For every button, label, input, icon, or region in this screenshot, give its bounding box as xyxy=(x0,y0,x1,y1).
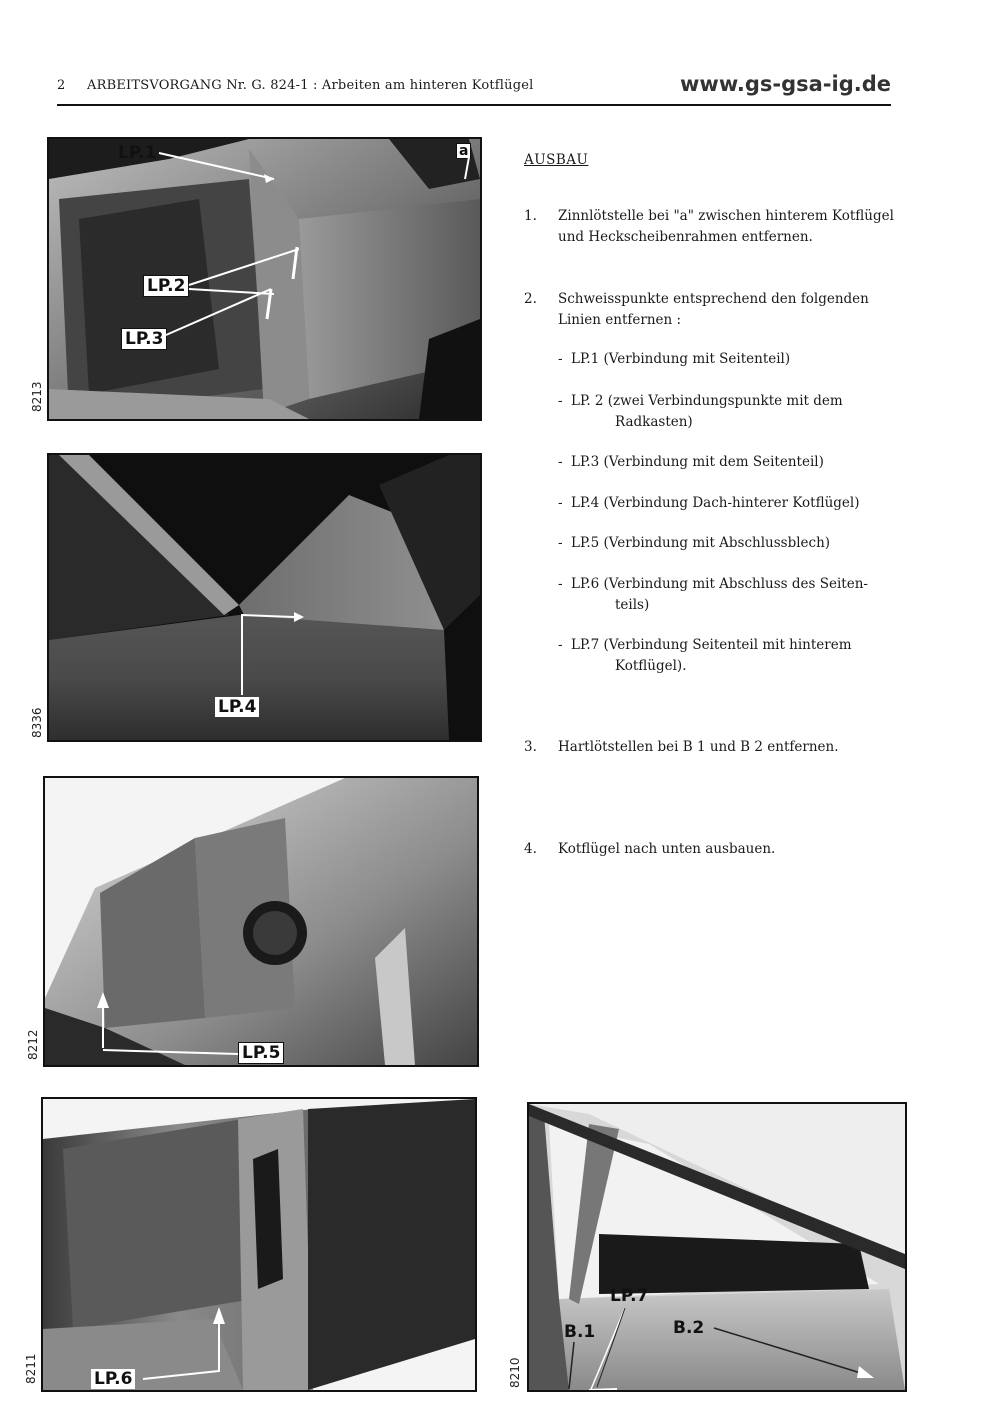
photo-number-8212: 8212 xyxy=(26,1029,40,1060)
sub-item-text: LP.4 (Verbindung Dach-hinterer Kotflügel) xyxy=(571,495,860,511)
photo-8336-arrows xyxy=(49,455,480,740)
sub-item-text-cont: Radkasten) xyxy=(615,414,693,430)
page-number: 2 xyxy=(57,78,66,93)
photo-number-8210: 8210 xyxy=(508,1357,522,1388)
step-number: 1. xyxy=(524,208,537,224)
photo-number-8211: 8211 xyxy=(24,1353,38,1384)
photo-8213-arrows xyxy=(49,139,480,419)
photo-8211-arrows xyxy=(43,1099,475,1390)
header-divider xyxy=(57,104,891,106)
photo-8336 xyxy=(47,453,482,742)
sub-item-text: LP.5 (Verbindung mit Abschlussblech) xyxy=(571,535,831,551)
photo-8210 xyxy=(527,1102,907,1392)
label-b1: B.1 xyxy=(564,1322,596,1342)
step-number: 4. xyxy=(524,841,537,857)
photo-number-8213: 8213 xyxy=(30,381,44,412)
label-lp6: LP.6 xyxy=(91,1369,135,1389)
document-title: ARBEITSVORGANG Nr. G. 824-1 : Arbeiten am hinteren Kotflügel xyxy=(87,78,534,93)
photo-8212-arrows xyxy=(45,778,477,1065)
label-lp4: LP.4 xyxy=(215,697,259,717)
step-text: Zinnlötstelle bei "a" zwischen hinterem Kotflügel und Heckscheibenrahmen entfernen. xyxy=(558,208,894,245)
step-text: Hartlötstellen bei B 1 und B 2 entfernen. xyxy=(558,739,839,755)
section-heading: AUSBAU xyxy=(524,152,589,168)
sub-item-text: LP.3 (Verbindung mit dem Seitenteil) xyxy=(571,454,824,470)
photo-8213 xyxy=(47,137,482,421)
label-lp5: LP.5 xyxy=(238,1042,284,1064)
step-text: Schweisspunkte entsprechend den folgenden Linien entfernen : xyxy=(558,291,869,328)
sub-item-text: LP.7 (Verbindung Seitenteil mit hinterem xyxy=(571,637,852,653)
label-lp7: LP.7 xyxy=(610,1286,649,1306)
photo-number-8336: 8336 xyxy=(30,707,44,738)
step-number: 3. xyxy=(524,739,537,755)
photo-8212 xyxy=(43,776,479,1067)
label-a: a xyxy=(456,143,471,159)
step-text: Kotflügel nach unten ausbauen. xyxy=(558,841,776,857)
label-lp3: LP.3 xyxy=(121,328,167,350)
label-b2: B.2 xyxy=(673,1318,705,1338)
website-url: www.gs-gsa-ig.de xyxy=(680,72,891,96)
sub-item-text: LP. 2 (zwei Verbindungspunkte mit dem xyxy=(571,393,843,409)
step-number: 2. xyxy=(524,291,537,307)
sub-item-text-cont: teils) xyxy=(615,597,650,613)
photo-8210-arrows xyxy=(529,1104,905,1390)
page-header xyxy=(57,74,891,104)
sub-item-text-cont: Kotflügel). xyxy=(615,658,687,674)
sub-item-text: LP.1 (Verbindung mit Seitenteil) xyxy=(571,351,791,367)
label-lp1: LP.1 xyxy=(118,143,157,163)
label-lp2: LP.2 xyxy=(143,275,189,297)
photo-8211 xyxy=(41,1097,477,1392)
sub-item-text: LP.6 (Verbindung mit Abschluss des Seiten- xyxy=(571,576,868,592)
